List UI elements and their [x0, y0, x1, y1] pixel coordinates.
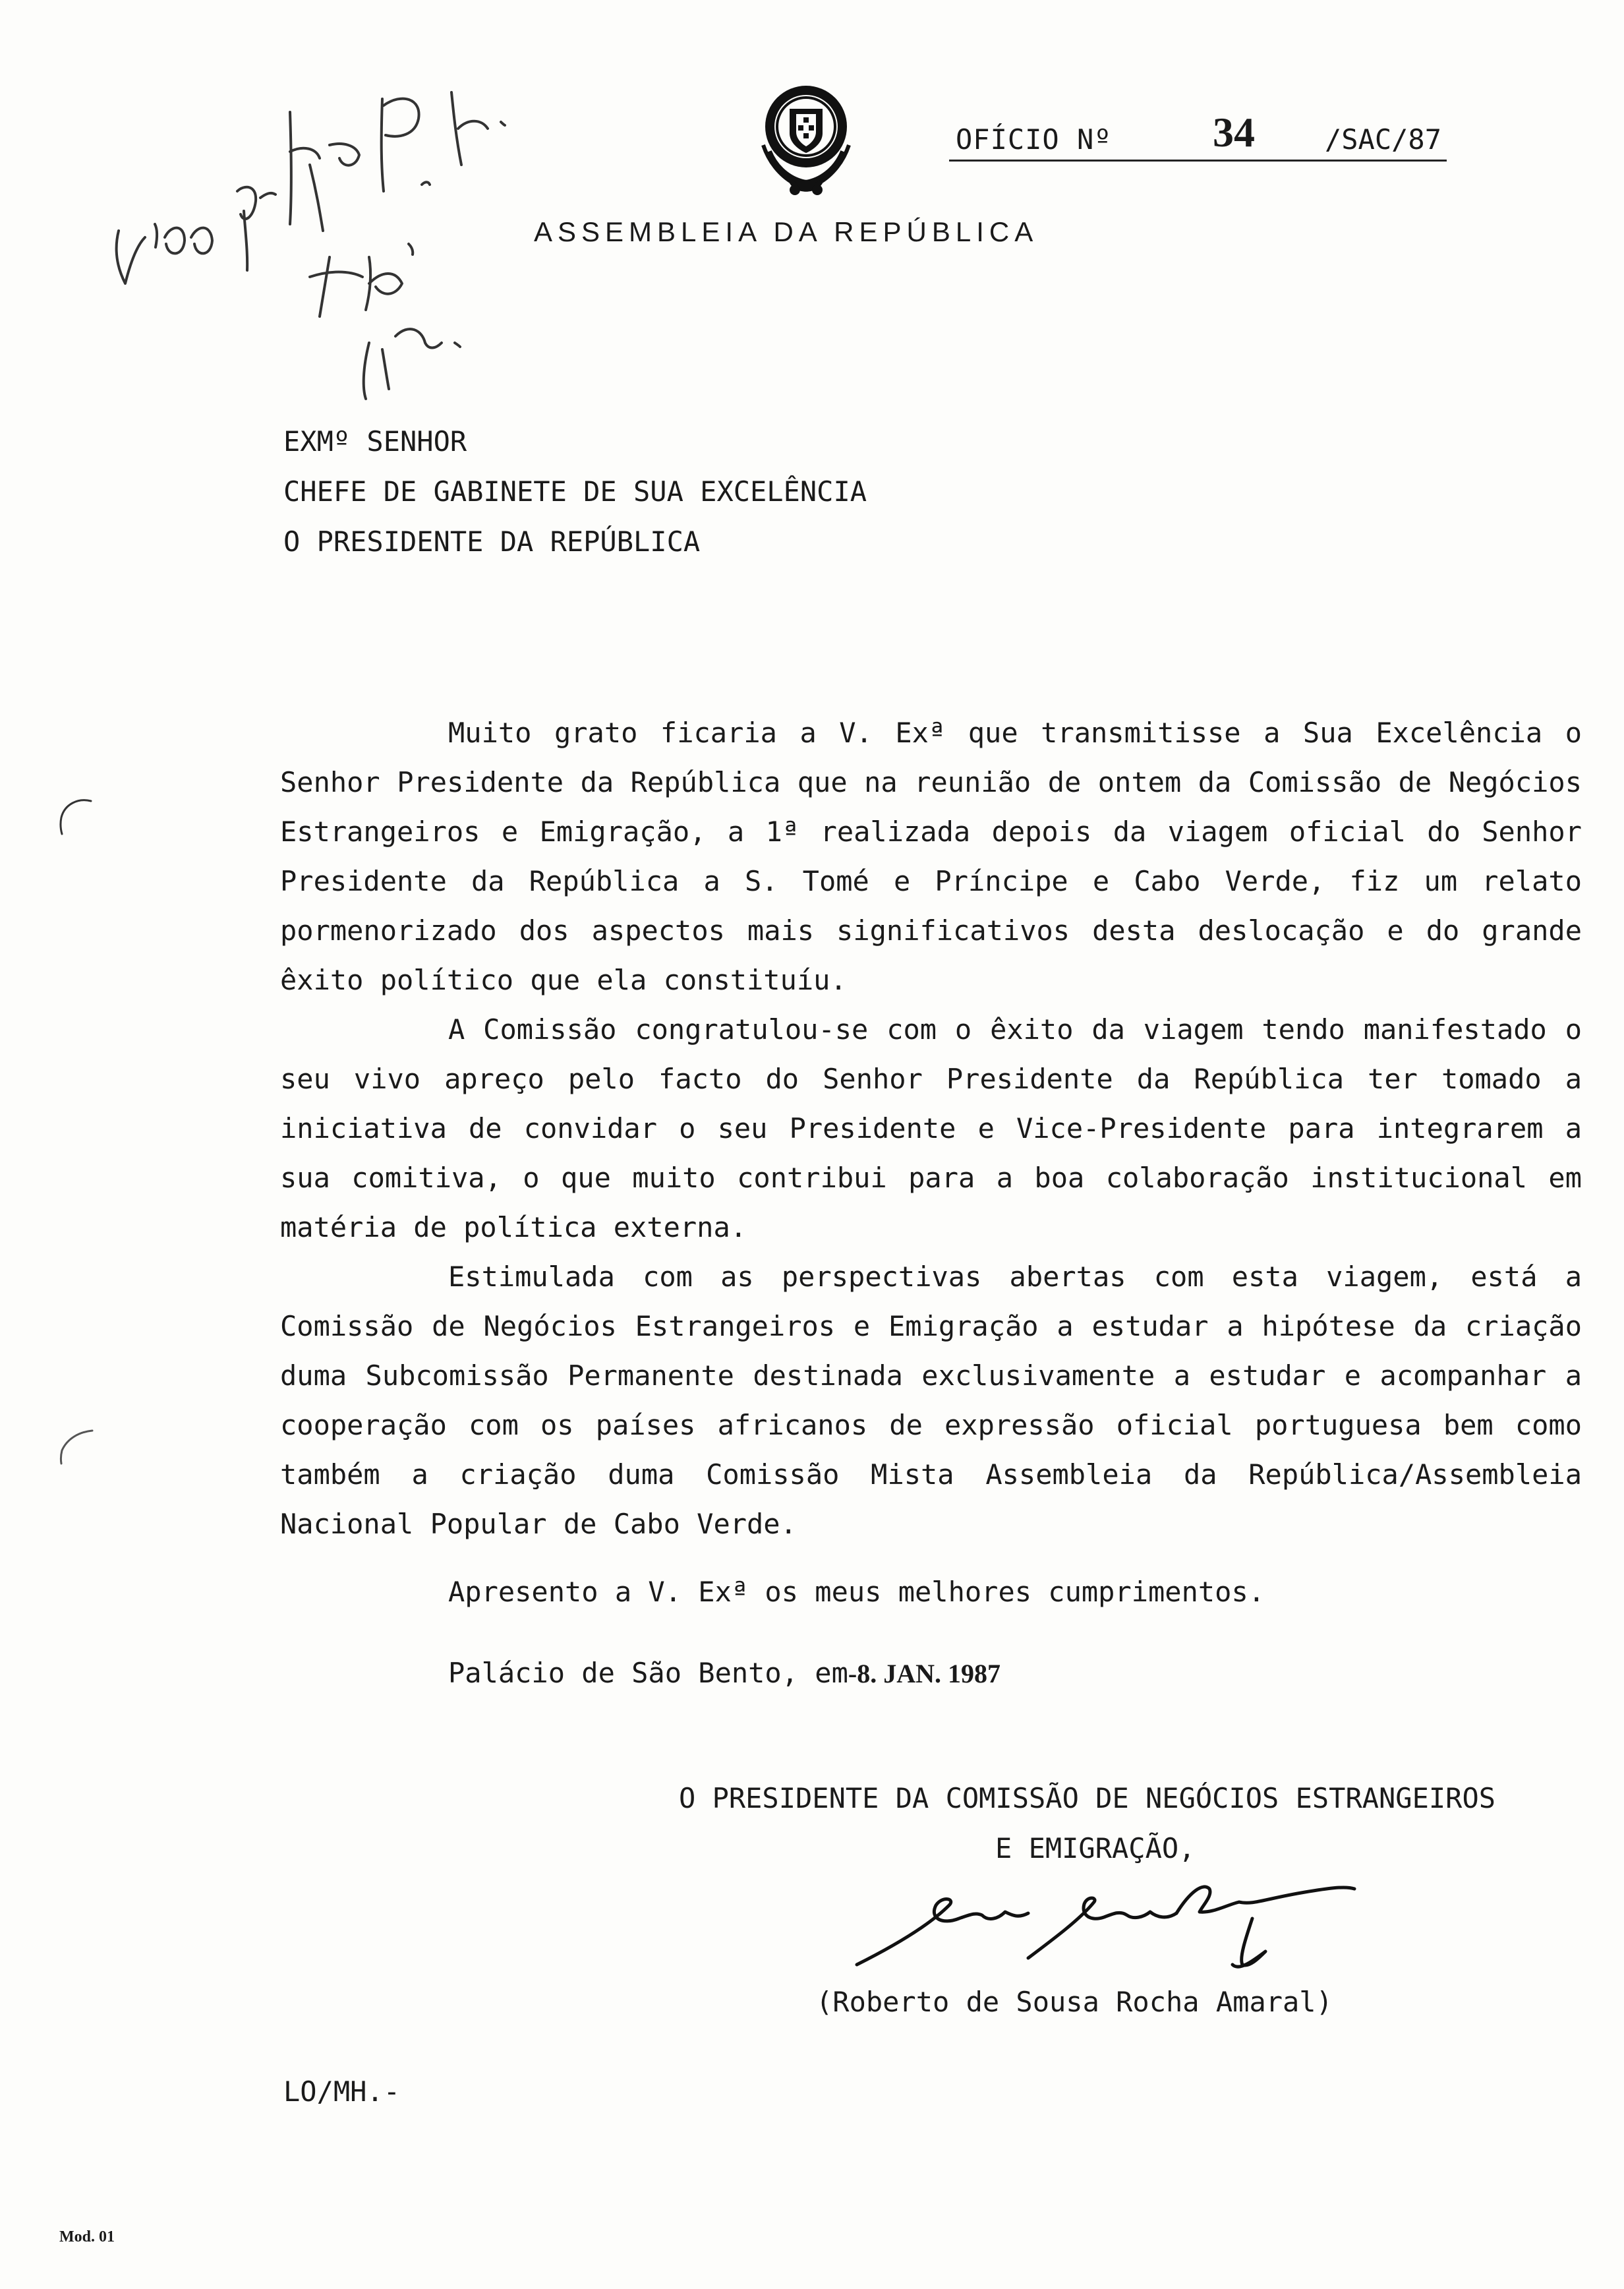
address-block	[283, 417, 867, 567]
form-code: Mod. 01	[59, 2228, 115, 2245]
body-paragraph: A Comissão congratulou-se com o êxito da viagem tendo manifestado o seu vivo apreço pelo facto do Senhor Presidente da República ter tomado a iniciativa de convidar o seu Presidente e Vice-Presidente para integrarem a sua comitiva, o que muito contribui para a boa colaboração institucional em matéria de política externa.	[280, 1013, 1582, 1243]
margin-mark-icon	[53, 1424, 99, 1470]
address-line: EXMº SENHOR	[283, 425, 467, 458]
body-paragraph: Estimulada com as perspectivas abertas com esta viagem, está a Comissão de Negócios Estrangeiros e Emigração a estudar a hipótese da criação duma Subcomissão Permanente destinada exclusivamente a estudar e acompanhar a cooperação com os países africanos de expressão oficial portuguesa bem como também a criação duma Comissão Mista Assembleia da República/Assembleia Nacional Popular de Cabo Verde.	[280, 1261, 1582, 1540]
address-line: CHEFE DE GABINETE DE SUA EXCELÊNCIA	[283, 475, 867, 508]
signatory-title-line1: O PRESIDENTE DA COMISSÃO DE NEGÓCIOS ESTRANGEIROS	[679, 1782, 1496, 1814]
oficio-number: 34	[1213, 109, 1255, 156]
signatory-title-line2: E EMIGRAÇÃO,	[995, 1832, 1196, 1864]
place-date-prefix: Palácio de São Bento, em	[448, 1657, 848, 1689]
handwritten-signature-icon	[844, 1866, 1358, 1998]
address-line: O PRESIDENTE DA REPÚBLICA	[283, 525, 701, 558]
portuguese-coat-of-arms-icon	[743, 73, 869, 198]
letter-body	[280, 708, 1582, 1698]
institution-name: ASSEMBLEIA DA REPÚBLICA	[534, 216, 1039, 247]
oficio-number-line	[949, 111, 1447, 162]
signatory-name: (Roberto de Sousa Rocha Amaral)	[816, 1986, 1333, 2018]
oficio-suffix: /SAC/87	[1324, 123, 1441, 156]
body-paragraph: Muito grato ficaria a V. Exª que transmitisse a Sua Excelência o Senhor Presidente da República que na reunião de ontem da Comissão de Negócios Estrangeiros e Emigração, a 1ª realizada depois da viagem oficial do Senhor Presidente da República a S. Tomé e Príncipe e Cabo Verde, fiz um relato pormenorizado dos aspectos mais significativos desta deslocação e do grande êxito político que ela constituíu.	[280, 717, 1582, 996]
signature-block	[679, 1773, 1536, 1874]
reference-initials: LO/MH.-	[283, 2075, 401, 2108]
closing-paragraph: Apresento a V. Exª os meus melhores cumprimentos.	[448, 1576, 1265, 1608]
stamped-date: -8. JAN. 1987	[848, 1659, 1000, 1688]
oficio-label: OFÍCIO Nº	[956, 123, 1112, 156]
place-date-line	[280, 1648, 1582, 1698]
margin-mark-icon	[51, 791, 98, 837]
handwritten-annotation-icon	[92, 59, 514, 402]
